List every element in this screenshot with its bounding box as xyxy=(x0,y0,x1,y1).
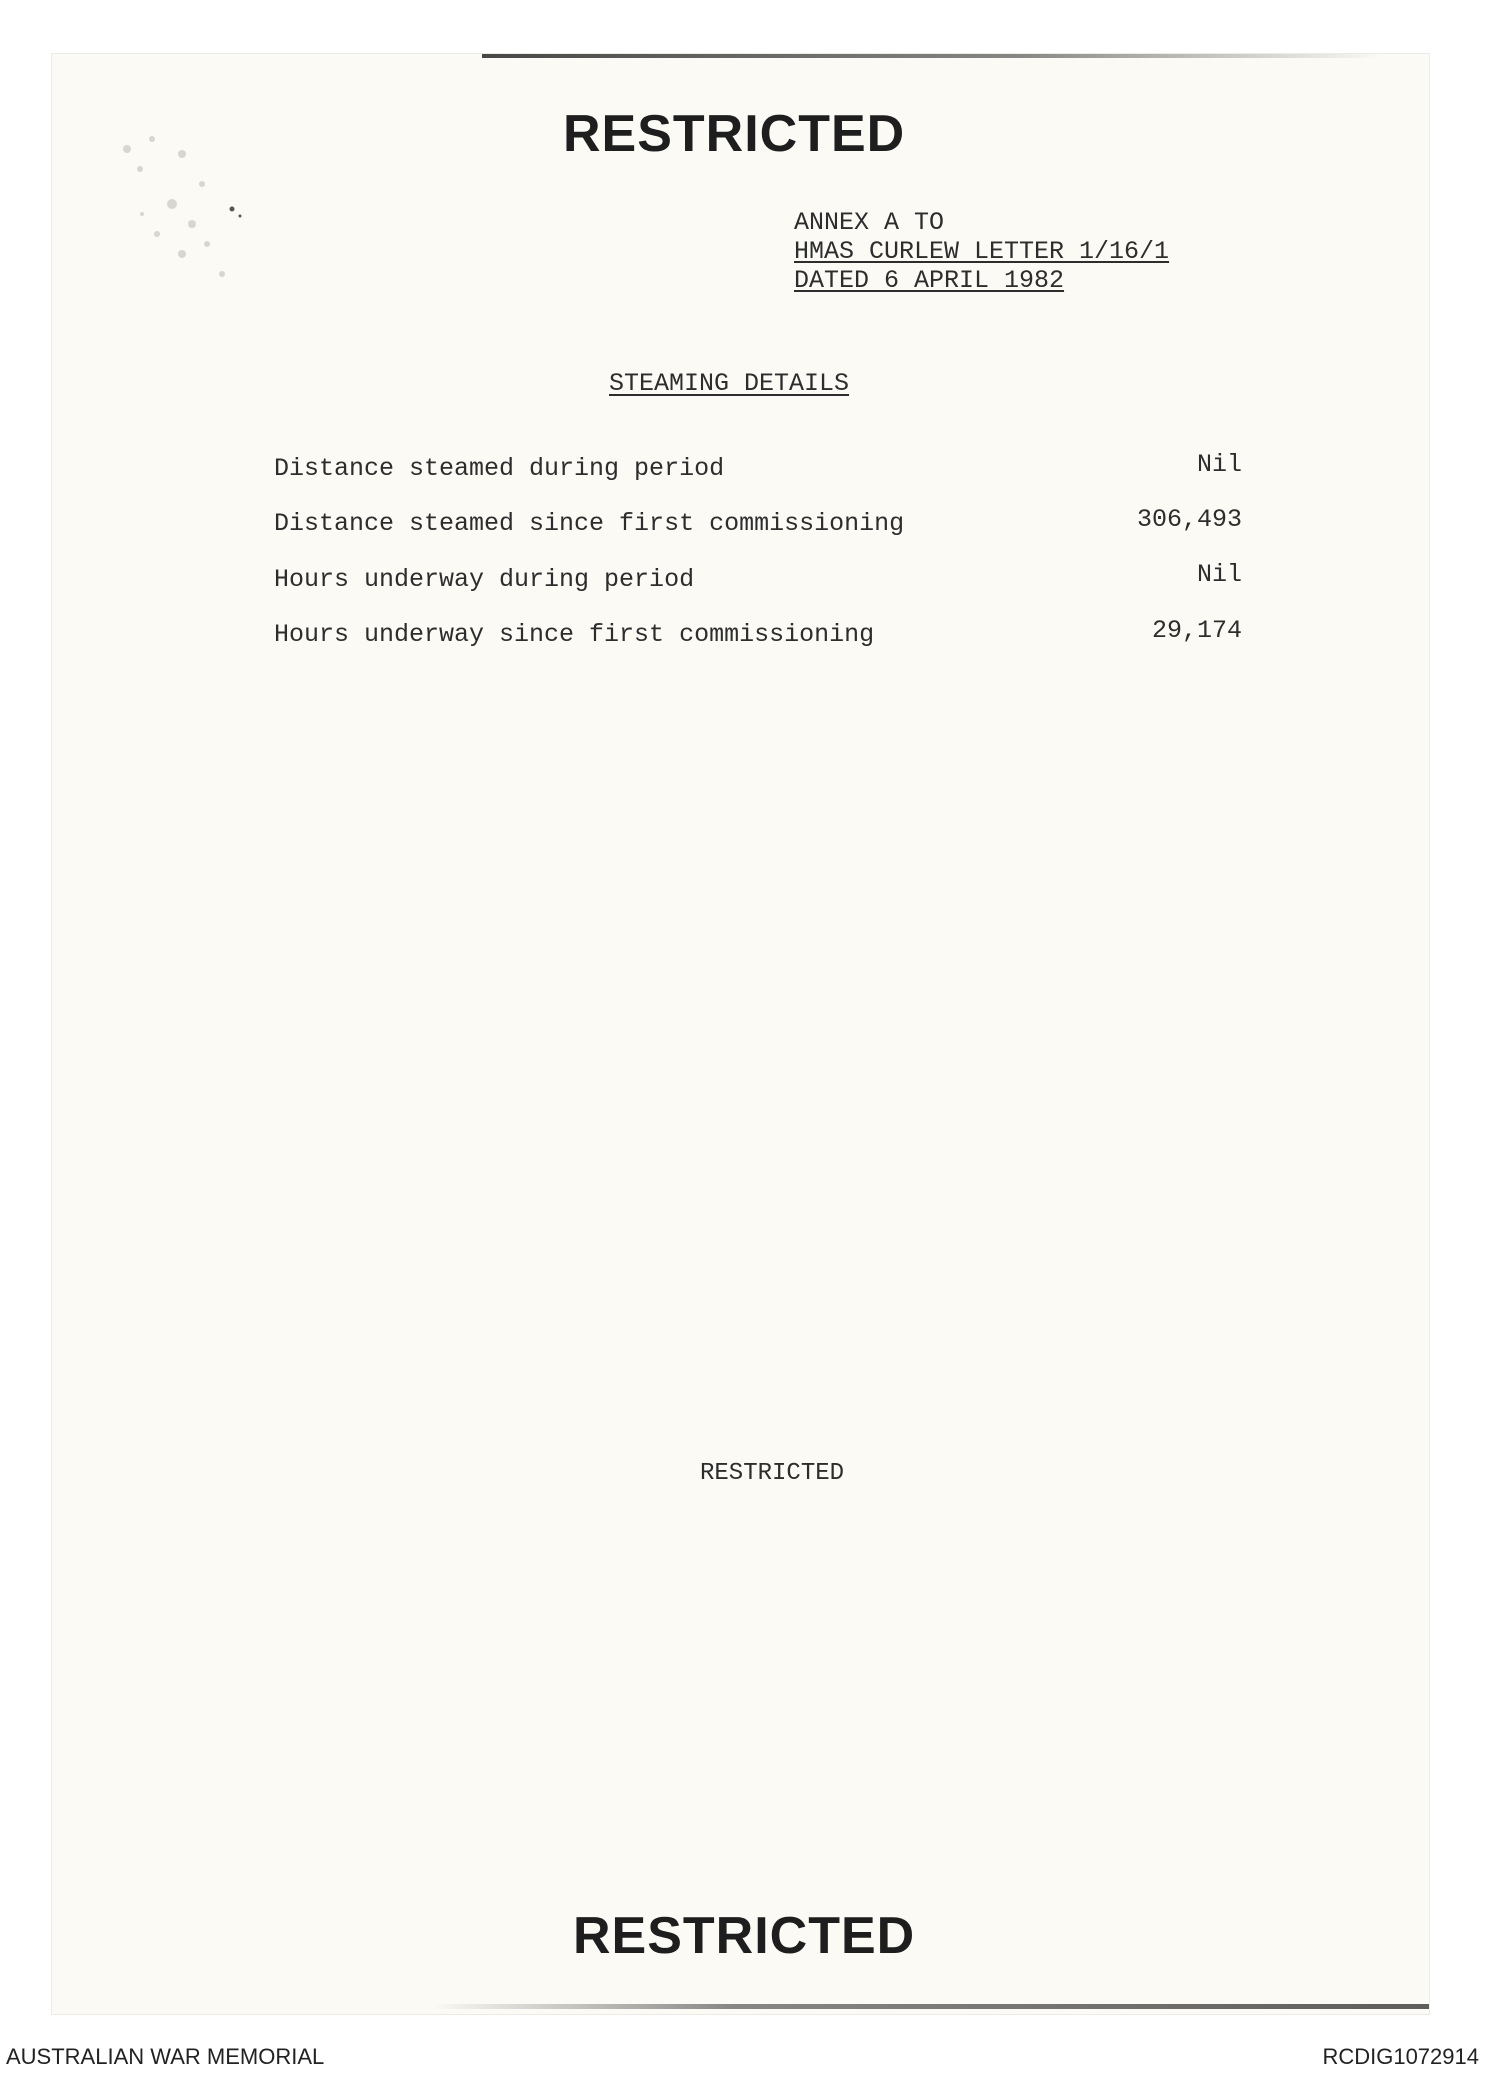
row-label: Hours underway during period xyxy=(274,565,695,594)
annex-reference xyxy=(794,208,1169,295)
embossed-perforation-mark xyxy=(82,94,262,304)
row-label: Distance steamed since first commissioning xyxy=(274,509,905,538)
document-page xyxy=(52,54,1429,2014)
annex-line-2: HMAS CURLEW LETTER 1/16/1 xyxy=(794,237,1170,266)
row-label: Distance steamed during period xyxy=(274,454,725,483)
restricted-stamp-bottom: RESTRICTED xyxy=(573,1907,916,1965)
row-value: Nil xyxy=(1196,450,1242,479)
page-edge-shadow xyxy=(482,54,1382,58)
archive-credit: AUSTRALIAN WAR MEMORIAL xyxy=(6,2044,325,2069)
row-value: 306,493 xyxy=(1136,505,1242,534)
row-value: 29,174 xyxy=(1151,616,1242,645)
restricted-stamp-top: RESTRICTED xyxy=(563,105,906,163)
annex-line-3: DATED 6 APRIL 1982 xyxy=(794,266,1065,295)
annex-line-1: ANNEX A TO xyxy=(794,208,945,237)
row-value: Nil xyxy=(1196,560,1242,589)
section-title: STEAMING DETAILS xyxy=(609,369,850,398)
page-edge-shadow-bottom xyxy=(432,2004,1429,2009)
archive-id: RCDIG1072914 xyxy=(1322,2044,1479,2069)
page-marking: RESTRICTED xyxy=(700,1460,845,1487)
row-label: Hours underway since first commissioning xyxy=(274,620,875,649)
